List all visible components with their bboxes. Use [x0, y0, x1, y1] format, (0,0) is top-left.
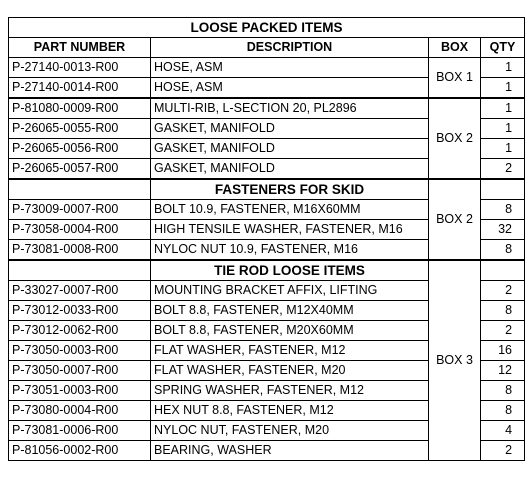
header-qty: QTY — [481, 38, 525, 58]
part-number-cell: P-73081-0006-R00 — [9, 421, 151, 441]
description-cell: NYLOC NUT, FASTENER, M20 — [151, 421, 429, 441]
box-cell: BOX 3 — [429, 260, 481, 461]
description-cell: HOSE, ASM — [151, 78, 429, 99]
description-cell: HEX NUT 8.8, FASTENER, M12 — [151, 401, 429, 421]
description-cell: MOUNTING BRACKET AFFIX, LIFTING — [151, 281, 429, 301]
header-part-number: PART NUMBER — [9, 38, 151, 58]
qty-cell: 2 — [481, 321, 525, 341]
description-cell: GASKET, MANIFOLD — [151, 139, 429, 159]
part-number-cell: P-73058-0004-R00 — [9, 220, 151, 240]
part-number-cell: P-73051-0003-R00 — [9, 381, 151, 401]
description-cell: SPRING WASHER, FASTENER, M12 — [151, 381, 429, 401]
section-row — [9, 260, 525, 281]
part-number-cell: P-73012-0033-R00 — [9, 301, 151, 321]
part-number-cell: P-73009-0007-R00 — [9, 200, 151, 220]
qty-cell: 8 — [481, 301, 525, 321]
qty-cell: 12 — [481, 361, 525, 381]
section-spacer — [9, 179, 151, 200]
part-number-cell: P-73080-0004-R00 — [9, 401, 151, 421]
part-number-cell: P-26065-0056-R00 — [9, 139, 151, 159]
qty-cell: 2 — [481, 159, 525, 180]
description-cell: FLAT WASHER, FASTENER, M12 — [151, 341, 429, 361]
part-number-cell: P-73050-0003-R00 — [9, 341, 151, 361]
description-cell: GASKET, MANIFOLD — [151, 159, 429, 180]
description-cell: FLAT WASHER, FASTENER, M20 — [151, 361, 429, 381]
table-row — [9, 98, 525, 119]
qty-cell: 16 — [481, 341, 525, 361]
description-cell: HIGH TENSILE WASHER, FASTENER, M16 — [151, 220, 429, 240]
part-number-cell: P-73012-0062-R00 — [9, 321, 151, 341]
loose-packed-items-sheet — [8, 17, 525, 461]
qty-cell: 8 — [481, 401, 525, 421]
qty-cell: 1 — [481, 58, 525, 78]
qty-cell: 4 — [481, 421, 525, 441]
description-cell: BEARING, WASHER — [151, 441, 429, 461]
part-number-cell: P-33027-0007-R00 — [9, 281, 151, 301]
qty-cell: 1 — [481, 98, 525, 119]
qty-cell: 8 — [481, 381, 525, 401]
section-qty-spacer — [481, 260, 525, 281]
part-number-cell: P-27140-0013-R00 — [9, 58, 151, 78]
qty-cell: 1 — [481, 78, 525, 99]
description-cell: GASKET, MANIFOLD — [151, 119, 429, 139]
description-cell: MULTI-RIB, L-SECTION 20, PL2896 — [151, 98, 429, 119]
section-row — [9, 179, 525, 200]
table-row — [9, 58, 525, 78]
qty-cell: 32 — [481, 220, 525, 240]
section-heading: FASTENERS FOR SKID — [151, 179, 429, 200]
qty-cell: 2 — [481, 441, 525, 461]
qty-cell: 8 — [481, 200, 525, 220]
part-number-cell: P-73081-0008-R00 — [9, 240, 151, 261]
header-box: BOX — [429, 38, 481, 58]
box-cell: BOX 2 — [429, 98, 481, 179]
table-title: LOOSE PACKED ITEMS — [9, 18, 525, 38]
part-number-cell: P-27140-0014-R00 — [9, 78, 151, 99]
description-cell: BOLT 8.8, FASTENER, M20X60MM — [151, 321, 429, 341]
qty-cell: 1 — [481, 119, 525, 139]
qty-cell: 2 — [481, 281, 525, 301]
table-body — [9, 58, 525, 461]
packing-table — [8, 17, 525, 461]
part-number-cell: P-26065-0055-R00 — [9, 119, 151, 139]
qty-cell: 8 — [481, 240, 525, 261]
description-cell: BOLT 8.8, FASTENER, M12X40MM — [151, 301, 429, 321]
box-cell: BOX 1 — [429, 58, 481, 99]
description-cell: BOLT 10.9, FASTENER, M16X60MM — [151, 200, 429, 220]
box-cell: BOX 2 — [429, 179, 481, 260]
part-number-cell: P-73050-0007-R00 — [9, 361, 151, 381]
description-cell: HOSE, ASM — [151, 58, 429, 78]
section-spacer — [9, 260, 151, 281]
part-number-cell: P-26065-0057-R00 — [9, 159, 151, 180]
part-number-cell: P-81056-0002-R00 — [9, 441, 151, 461]
part-number-cell: P-81080-0009-R00 — [9, 98, 151, 119]
qty-cell: 1 — [481, 139, 525, 159]
description-cell: NYLOC NUT 10.9, FASTENER, M16 — [151, 240, 429, 261]
section-qty-spacer — [481, 179, 525, 200]
header-description: DESCRIPTION — [151, 38, 429, 58]
section-heading: TIE ROD LOOSE ITEMS — [151, 260, 429, 281]
